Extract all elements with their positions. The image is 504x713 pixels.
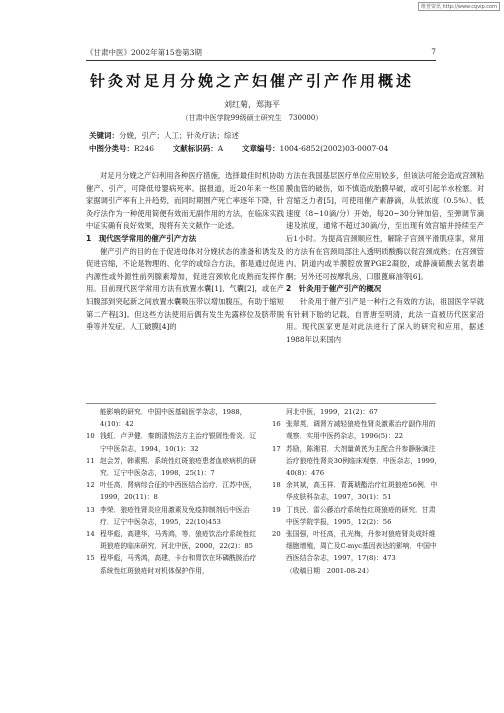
- page-number: 7: [431, 47, 436, 56]
- reference-item: 19 丁良民．雷公藤治疗系统性红斑狼疮的研究．甘肃中医学院学报，1995，12(2)：56: [272, 505, 436, 526]
- reference-item: 13 李荣．狼疮性肾炎应用激素及免疫抑制剂后中医治疗．辽宁中医杂志，1995，22(10)453: [86, 505, 250, 526]
- keywords-value: 分娩，引产；人工；针灸疗法；综述: [119, 131, 239, 140]
- clc-value: R246: [134, 144, 154, 153]
- authors: 刘红菊，郑海平: [224, 100, 280, 109]
- intro-paragraph: 对足月分娩之产妇利用各种医疗措施，选择最佳时机协助催产、引产，可降低母婴病死率。据报道，近20年来一些国家据调引产率有上升趋势，而同时期围产死亡率逐年下降，针灸疗法作为一种使用简便有效而无副作用的方法，在临床实践中证实确有良好效果，现将有关文献作一论述。: [86, 171, 284, 231]
- reference-item: 18 余其斌，高玉祥．青蒿琥酯治疗红斑狼疮56例．中华皮肤科杂志，1997，30(1)：51: [272, 481, 438, 502]
- section-1-paragraph: 催产引产的目的在于促进母体对分娩状态的准备和诱发及促进宫缩，不论是物理的、化学的或综合方法，都是通过促进内源性或外源性前列腺素增加，促进宫颈软化成熟而发挥作用。目前现代医学常用方法有放置水囊[1]、气囊[2]，或在产妇腹部到突起新之间放置水囊吸压带以增加腹压，有助于缩短第二产程[3]。但这些方法使用后偶有发生先露移位及脐带脱垂等并发症。人工破膜[4]的: [86, 246, 284, 332]
- reference-item: 河北中医，1999，21(2)：67: [286, 408, 378, 416]
- classification-line: [89, 143, 388, 154]
- reference-item: 20 张国强，叶任高，孔光梅，丹参对狼疮肾炎成纤维细胞增殖，周亡及C-myc基因表达的影响．中国中西医结合杂志，1997，17(8)：473: [272, 530, 437, 563]
- journal-name: 《甘肃中医》2002年第15卷第3期: [86, 48, 202, 57]
- affiliation: （甘肃中医学院99级硕士研究生 730000）: [181, 114, 323, 122]
- reference-item: 12 叶任高．肾病综合征的中西医结合治疗．江苏中医，1999，20(11)：8: [86, 481, 257, 502]
- section-2-heading: 2 针灸用于催产引产的概况: [286, 284, 382, 294]
- article-title: 针灸对足月分娩之产妇催产引产作用概述: [89, 72, 414, 90]
- references-right: [272, 406, 442, 577]
- reference-item: 10 钱虹．卢尹健．秦朗清热法方主治疗银屑性骨炎．辽宁中医杂志，1994，10(1)：32: [86, 432, 257, 453]
- keywords-label: 关键词：: [89, 131, 119, 140]
- reference-item: 14 程华彪，高建华，马秀鸿，等．狼疮饮治疗系统性红斑狼疮的临床研究．河北中医，2000，22(2)：85: [86, 530, 257, 551]
- reference-item: 15 程华彪，马秀鸿，高建，卡台和胃饮在环磷酰胺治疗系统性红斑狼疮时对机体保护作用，: [86, 554, 257, 575]
- reference-item: 17 苏励，陈湘君．大剂量黄芪为主配合升参静脉滴注治疗狼疮性肾炎30例临床观察．中医杂志，1999，40(8)：476: [272, 444, 442, 478]
- doc-label: 文献标识码：: [172, 144, 218, 153]
- doc-value: A: [217, 144, 224, 153]
- right-paragraph: 方法在我国基层医疗单位应用较多，但该法可能会造成宫颈粘膜血管的破伤，如不慎造成胎膜早破，或可引起羊水栓塞。对宫缩乏力者[5]，可使用催产素静滴，从低浓度（0.5%）、低速度（8~10滴/分）开始，每20~30分钟加倍，至弹调节滴速及浓度，通常不超过30滴/分，至出现有效宫缩并持续至产后1小时。为提高宫颈顺应性，解除子宫颈平滑肌痉挛，常用的方法有在宫颈局部注入透明质酸酶以促宫颈成熟；在宫颈管内、阴道内或羊膜腔放置PGE2凝胶，或静滴硫酸去氢表雄酮；另外还可按摩乳房，口服蓖麻油等[6]。: [286, 171, 484, 281]
- article-number-value: 1004-6852(2002)03-0007-04: [279, 144, 389, 153]
- references-left: [86, 406, 262, 577]
- left-column: [86, 170, 284, 334]
- reference-item: 能影响的研究．中国中医基础医学杂志，1988，4(10)：42: [100, 408, 247, 429]
- references-divider: [86, 403, 436, 404]
- journal-header: [86, 47, 436, 61]
- right-column: [286, 170, 484, 346]
- watermark: 维普资讯 http://www.cqvip.com: [418, 2, 500, 11]
- clc-label: 中图分类号：: [89, 144, 134, 153]
- keywords-line: [89, 130, 239, 141]
- article-number-label: 文章编号：: [241, 144, 280, 153]
- received-date: （收稿日期 2001-08-24）: [286, 566, 373, 575]
- reference-item: 16 张翠英．调肾方减轻狼疮性肾炎激素治疗副作用的观察．实用中医药杂志，1996(5)：22: [272, 420, 436, 441]
- section-2-paragraph: 针灸用于催产引产是一种行之有效的方法，祖国医学早就有针刺下胎的记载，自晋唐至明清，此法一直被历代医家沿用。现代医家更是对此法进行了深入的研究和应用，据述1988年以来国内: [286, 296, 484, 344]
- reference-item: 11 赵会芳，韩素熙．系统性红斑狼疮患者血瘀病机的研究．辽宁中医杂志，1998，25(1)：7: [86, 456, 257, 478]
- section-1-heading: 1 现代医学常用的催产引产方法: [86, 233, 197, 243]
